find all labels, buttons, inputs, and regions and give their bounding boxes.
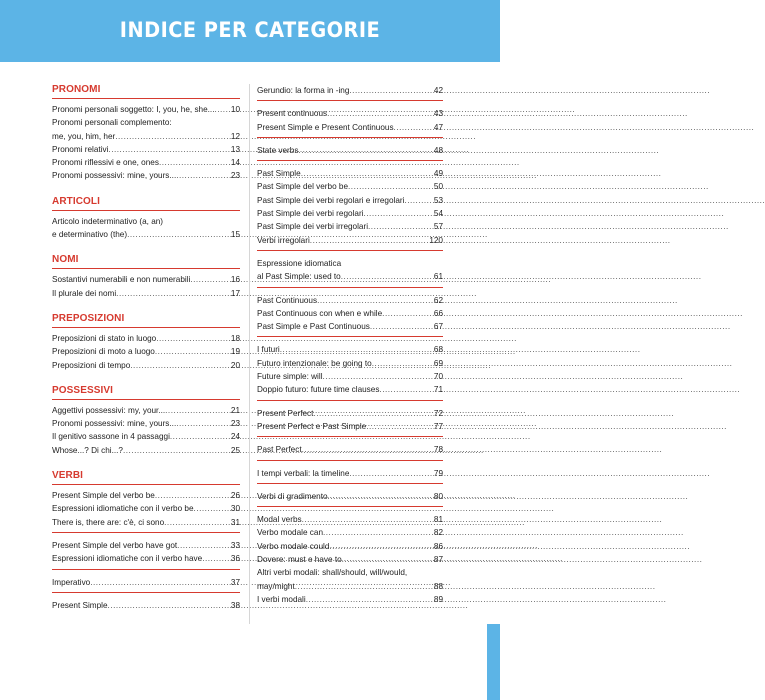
- dot-leader: [382, 307, 434, 320]
- index-entry: [52, 156, 240, 169]
- dot-leader: [90, 576, 231, 589]
- section-title: POSSESSIVI: [52, 385, 240, 400]
- index-entry: [257, 320, 443, 333]
- dot-leader: [280, 343, 434, 356]
- entry-text: I futuri: [257, 345, 280, 355]
- dot-leader: [317, 294, 434, 307]
- index-entry: [52, 359, 240, 372]
- entry-text: Past Simple dei verbi irregolari: [257, 222, 369, 232]
- dot-leader: [301, 167, 434, 180]
- entry-group: [257, 513, 443, 609]
- dot-leader: [313, 407, 433, 420]
- dot-leader: [202, 552, 231, 565]
- entry-text: Verbi irregolari: [257, 235, 310, 245]
- page-number: 42: [433, 86, 443, 95]
- page-number: 37: [230, 577, 240, 587]
- index-section: [52, 254, 240, 300]
- dot-leader: [302, 513, 434, 526]
- page-number: 21: [230, 405, 240, 415]
- page-number: 43: [433, 109, 443, 119]
- dot-leader: [176, 169, 231, 182]
- dot-leader: [323, 370, 434, 383]
- index-entry: [257, 180, 443, 193]
- page-number: 69: [433, 358, 443, 368]
- page-number: 72: [433, 408, 443, 418]
- index-entry: [257, 167, 443, 180]
- section-title: PREPOSIZIONI: [52, 313, 240, 328]
- entry-group: [257, 84, 443, 101]
- section-title: ARTICOLI: [52, 196, 240, 211]
- entry-text: al Past Simple: used to: [257, 272, 341, 282]
- index-entry: [257, 553, 443, 566]
- page-number: 57: [433, 222, 443, 232]
- page-number: 17: [230, 288, 240, 298]
- index-section: [52, 84, 240, 183]
- index-entry: [257, 370, 443, 383]
- entry-group: [257, 343, 443, 400]
- page-title: INDICE PER CATEGORIE: [119, 18, 381, 42]
- entry-text: Present Perfect e Past Simple: [257, 421, 367, 431]
- entry-text: Gerundio: la forma in -ing: [257, 86, 350, 95]
- entry-text: Verbo modale could: [257, 541, 330, 551]
- dot-leader: [159, 156, 231, 169]
- dot-leader: [123, 444, 231, 457]
- dot-leader: [214, 103, 230, 116]
- page-number: 68: [433, 345, 443, 355]
- left-column: [52, 84, 240, 628]
- entry-text: Doppio futuro: future time clauses: [257, 385, 380, 395]
- page-number: 36: [230, 554, 240, 564]
- entry-text: Past Simple e Past Continuous: [257, 322, 370, 332]
- index-entry: [257, 443, 443, 456]
- page-number: 67: [433, 322, 443, 332]
- page-number: 13: [230, 144, 240, 154]
- page-number: 80: [433, 491, 443, 501]
- page-number: 70: [433, 372, 443, 382]
- entry-text: Present Simple del verbo have got: [52, 540, 178, 550]
- entry-group: [52, 489, 240, 533]
- entry-group: [257, 257, 443, 288]
- index-entry: [257, 420, 443, 433]
- dot-leader: [379, 383, 433, 396]
- page-number: 48: [433, 145, 443, 155]
- page-number: 24: [230, 432, 240, 442]
- entry-text: Preposizioni di moto a luogo: [52, 347, 155, 357]
- entry-text: may/might: [257, 581, 295, 591]
- entry-group: [257, 443, 443, 460]
- entry-text: Present Simple del verbo be: [52, 491, 155, 501]
- dot-leader: [130, 359, 231, 372]
- page-number: 82: [433, 528, 443, 538]
- entry-text: Past Perfect: [257, 445, 302, 455]
- index-entry: [52, 599, 240, 612]
- index-entry: [257, 84, 443, 97]
- page-number: 53: [433, 195, 443, 205]
- index-entry: [257, 144, 443, 157]
- dot-leader: [177, 539, 231, 552]
- index-section: [52, 313, 240, 372]
- dot-leader: [310, 234, 430, 247]
- index-entry: [52, 332, 240, 345]
- entry-text: Pronomi personali soggetto: I, you, he, she...: [52, 105, 215, 114]
- index-entry: [52, 345, 240, 358]
- dot-leader: [302, 443, 434, 456]
- index-section: [52, 385, 240, 457]
- entry-text: I verbi modali: [257, 594, 306, 604]
- section-title: VERBI: [52, 470, 240, 485]
- page-number: 66: [433, 308, 443, 318]
- index-entry: [52, 552, 240, 565]
- entry-group: [257, 294, 443, 338]
- dot-leader: [164, 516, 231, 529]
- index-entry: [257, 220, 443, 233]
- index-entry: [257, 526, 443, 539]
- index-entry: [52, 103, 240, 116]
- entry-text: Present continuous: [257, 109, 328, 119]
- entry-group: [257, 490, 443, 507]
- entry-group: [257, 467, 443, 484]
- entry-text: Sostantivi numerabili e non numerabili: [52, 275, 191, 285]
- entry-text: Present Simple: [52, 600, 108, 610]
- entry-group: [52, 539, 240, 570]
- dot-leader: [127, 228, 231, 241]
- index-entry: [52, 430, 240, 443]
- index-entry: [257, 343, 443, 356]
- dot-leader: [328, 490, 434, 503]
- index-entry: [257, 194, 443, 207]
- dot-leader: [155, 345, 231, 358]
- index-entry: [52, 516, 240, 529]
- index-entry: [257, 270, 443, 283]
- page-number: 50: [433, 182, 443, 192]
- entry-text: Espressioni idiomatiche con il verbo be: [52, 504, 194, 514]
- index-entry: [52, 444, 240, 457]
- index-entry: [257, 593, 443, 606]
- index-entry: [52, 404, 240, 417]
- dot-leader: [372, 357, 434, 370]
- page-number: 38: [230, 600, 240, 610]
- entry-group: [52, 576, 240, 593]
- dot-leader: [170, 430, 231, 443]
- page-number: 25: [230, 445, 240, 455]
- dot-leader: [116, 287, 231, 300]
- entry-text: Espressione idiomatica: [257, 258, 342, 268]
- page-number: 89: [433, 594, 443, 604]
- page-number: 15: [230, 230, 240, 240]
- index-entry: [257, 580, 443, 593]
- index-entry: [52, 539, 240, 552]
- column-divider: [249, 84, 250, 624]
- page-number: 23: [230, 419, 240, 429]
- entry-text: Whose...? Di chi...?: [52, 445, 123, 455]
- index-entry: [257, 383, 443, 396]
- dot-leader: [329, 540, 434, 553]
- page-number: 26: [230, 491, 240, 501]
- page-number: 79: [433, 468, 443, 478]
- entry-text: Pronomi riflessivi e one, ones: [52, 158, 159, 168]
- right-column: [257, 84, 443, 615]
- index-entry: [257, 566, 443, 579]
- entry-group: [52, 599, 240, 615]
- entry-text: I tempi verbali: la timeline: [257, 468, 350, 478]
- entry-text: Imperativo: [52, 577, 91, 587]
- dot-leader: [108, 143, 230, 156]
- entry-text: Articolo indeterminativo (a, an): [52, 216, 164, 226]
- page-number: 10: [230, 105, 240, 114]
- index-entry: [257, 257, 443, 270]
- page-number: 19: [230, 347, 240, 357]
- page-number: 49: [433, 169, 443, 179]
- page-edge-tab: [487, 624, 500, 700]
- index-entry: [52, 489, 240, 502]
- index-entry: [257, 490, 443, 503]
- entry-group: [257, 107, 443, 138]
- dot-leader: [176, 417, 231, 430]
- page-number: 20: [230, 360, 240, 370]
- dot-leader: [306, 593, 434, 606]
- page-number: 61: [433, 272, 443, 282]
- index-entry: [52, 228, 240, 241]
- entry-text: Altri verbi modali: shall/should, will/would,: [257, 568, 408, 578]
- dot-leader: [341, 270, 434, 283]
- entry-text: There is, there are: c'è, ci sono: [52, 517, 165, 527]
- page-number: 81: [433, 515, 443, 525]
- index-entry: [52, 273, 240, 286]
- page-number: 87: [433, 555, 443, 565]
- entry-text: Past Simple del verbo be: [257, 182, 349, 192]
- dot-leader: [342, 553, 434, 566]
- page-number: 47: [433, 122, 443, 132]
- page-number: 62: [433, 295, 443, 305]
- index-entry: [52, 116, 240, 129]
- entry-text: Pronomi possessivi: mine, yours...: [52, 419, 177, 429]
- dot-leader: [295, 580, 434, 593]
- entry-text: Future simple: will: [257, 372, 323, 382]
- entry-text: Il plurale dei nomi: [52, 288, 117, 298]
- page-number: 18: [230, 333, 240, 343]
- page-number: 12: [230, 131, 240, 141]
- index-entry: [52, 143, 240, 156]
- page-number: 71: [433, 385, 443, 395]
- section-title: PRONOMI: [52, 84, 240, 99]
- dot-leader: [190, 273, 231, 286]
- page-number: 86: [433, 541, 443, 551]
- index-entry: [257, 540, 443, 553]
- page-number: 77: [433, 421, 443, 431]
- entry-text: Past Simple dei verbi regolari: [257, 209, 364, 219]
- page-number: 78: [433, 445, 443, 455]
- index-entry: [257, 357, 443, 370]
- dot-leader: [323, 526, 434, 539]
- page-number: 31: [230, 517, 240, 527]
- dot-leader: [165, 404, 231, 417]
- index-section-verbi: [52, 470, 240, 615]
- dot-leader: [115, 130, 231, 143]
- page-number: 120: [429, 235, 443, 245]
- entry-group: [257, 407, 443, 438]
- header-banner: [0, 0, 500, 62]
- page-number: 88: [433, 581, 443, 591]
- section-title: NOMI: [52, 254, 240, 269]
- dot-leader: [370, 320, 434, 333]
- index-entry: [257, 207, 443, 220]
- entry-text: Verbo modale can: [257, 528, 323, 538]
- index-entry: [52, 576, 240, 589]
- dot-leader: [349, 84, 434, 97]
- entry-text: Past Simple: [257, 169, 301, 179]
- index-entry: [257, 107, 443, 120]
- dot-leader: [364, 207, 434, 220]
- page-number: 30: [230, 504, 240, 514]
- entry-text: e determinativo (the): [52, 230, 128, 240]
- dot-leader: [194, 502, 231, 515]
- entry-text: Present Simple e Present Continuous: [257, 122, 394, 132]
- entry-text: Pronomi relativi: [52, 144, 109, 154]
- dot-leader: [366, 420, 434, 433]
- entry-text: Dovere: must e have to: [257, 555, 342, 565]
- page-number: 54: [433, 209, 443, 219]
- entry-text: Verbi di gradimento: [257, 491, 328, 501]
- entry-text: Il genitivo sassone in 4 passaggi: [52, 432, 170, 442]
- entry-text: Preposizioni di tempo: [52, 360, 131, 370]
- entry-group: [257, 144, 443, 161]
- entry-text: me, you, him, her: [52, 131, 116, 141]
- index-entry: [52, 417, 240, 430]
- entry-text: Past Simple dei verbi regolari e irregolari: [257, 195, 405, 205]
- dot-leader: [404, 194, 433, 207]
- index-entry: [52, 169, 240, 182]
- dot-leader: [108, 599, 231, 612]
- entry-text: Past Continuous: [257, 295, 318, 305]
- entry-text: State verbs: [257, 145, 299, 155]
- index-entry: [257, 294, 443, 307]
- entry-text: Past Continuous con when e while: [257, 308, 383, 318]
- entry-text: Futuro intenzionale: be going to: [257, 358, 372, 368]
- entry-text: Present Perfect: [257, 408, 314, 418]
- page-number: 33: [230, 540, 240, 550]
- page-number: 16: [230, 275, 240, 285]
- dot-leader: [349, 467, 434, 480]
- entry-text: Modal verbs: [257, 515, 302, 525]
- dot-leader: [327, 107, 434, 120]
- index-section: [52, 196, 240, 242]
- index-entry: [257, 307, 443, 320]
- dot-leader: [298, 144, 433, 157]
- page-number: 14: [230, 158, 240, 168]
- entry-text: Pronomi personali complemento:: [52, 118, 172, 128]
- index-entry: [52, 130, 240, 143]
- index-entry: [257, 234, 443, 247]
- index-entry: [257, 121, 443, 134]
- entry-text: Aggettivi possessivi: my, your...: [52, 405, 166, 415]
- dot-leader: [394, 121, 434, 134]
- dot-leader: [348, 180, 434, 193]
- index-entry: [52, 502, 240, 515]
- dot-leader: [368, 220, 434, 233]
- entry-text: Preposizioni di stato in luogo: [52, 333, 157, 343]
- entry-group: [257, 167, 443, 251]
- entry-text: Espressioni idiomatiche con il verbo have: [52, 554, 203, 564]
- dot-leader: [155, 489, 231, 502]
- index-entry: [52, 215, 240, 228]
- index-entry: [52, 287, 240, 300]
- dot-leader: [156, 332, 231, 345]
- entry-text: Pronomi possessivi: mine, yours...: [52, 171, 177, 181]
- index-entry: [257, 467, 443, 480]
- page-number: 23: [230, 171, 240, 181]
- index-entry: [257, 513, 443, 526]
- index-entry: [257, 407, 443, 420]
